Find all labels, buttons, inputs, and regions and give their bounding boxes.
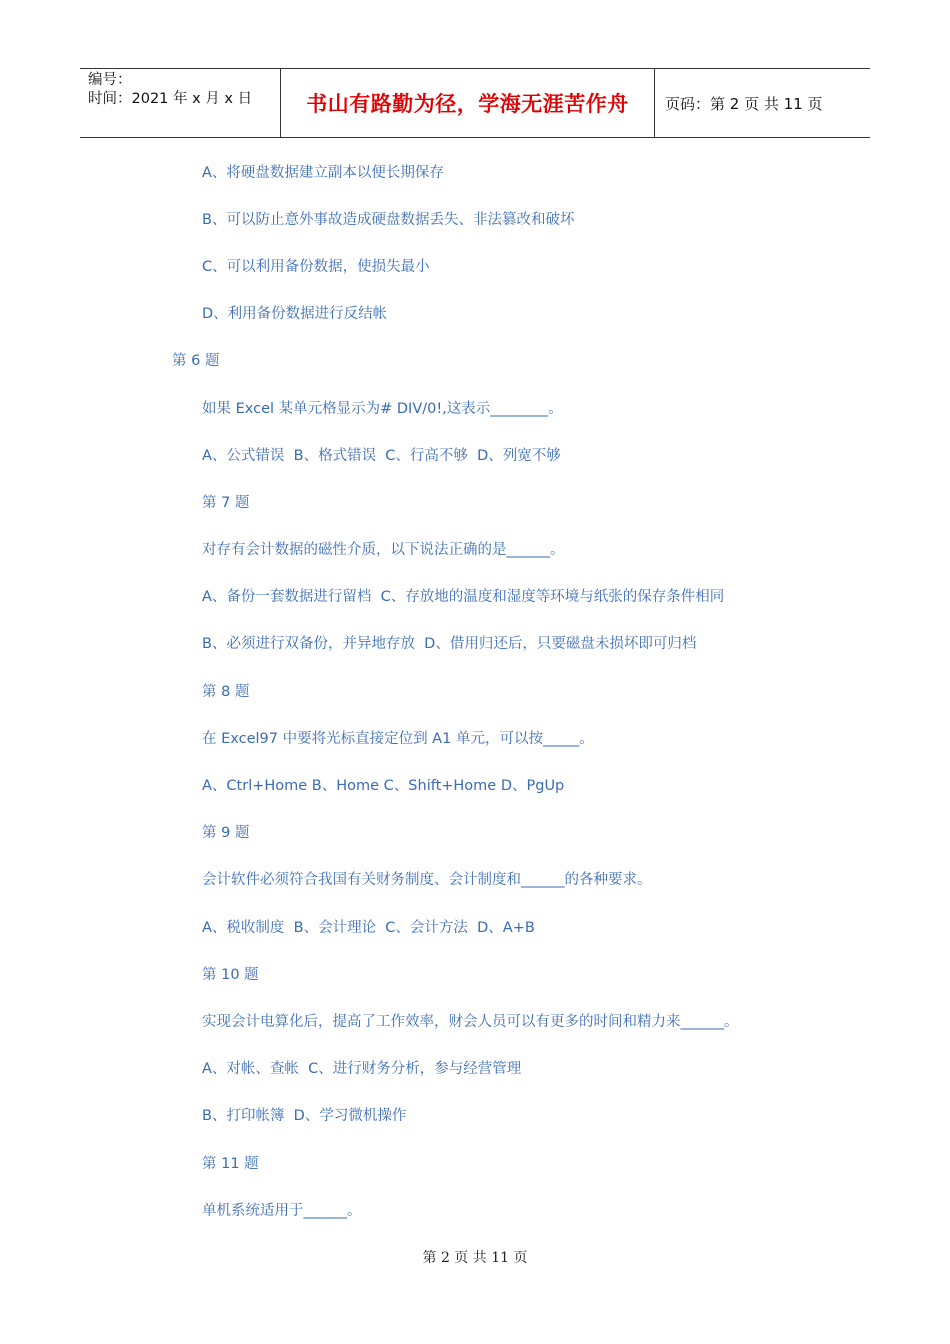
option-line: A、将硬盘数据建立副本以便长期保存 xyxy=(202,165,444,181)
question-number: 第 7 题 xyxy=(202,495,250,511)
option-line: B、打印帐簿 D、学习微机操作 xyxy=(202,1108,407,1124)
question-number: 第 9 题 xyxy=(202,825,250,841)
number-label: 编号： xyxy=(88,72,132,88)
question-text: 会计软件必须符合我国有关财务制度、会计制度和______的各种要求。 xyxy=(202,872,652,888)
option-line: A、Ctrl+Home B、Home C、Shift+Home D、PgUp xyxy=(202,778,565,794)
option-line: A、备份一套数据进行留档 C、存放地的温度和湿度等环境与纸张的保存条件相同 xyxy=(202,589,725,605)
question-number: 第 11 题 xyxy=(202,1156,259,1172)
page-header xyxy=(80,68,870,138)
page-footer: 第 2 页 共 11 页 xyxy=(422,1250,528,1266)
question-number: 第 6 题 xyxy=(172,353,220,369)
time-label: 时间：2021 年 x 月 x 日 xyxy=(88,91,253,107)
question-text: 如果 Excel 某单元格显示为# DIV/0!,这表示________。 xyxy=(202,401,563,417)
option-line: A、对帐、查帐 C、进行财务分析，参与经营管理 xyxy=(202,1061,522,1077)
question-number: 第 10 题 xyxy=(202,967,259,983)
question-text: 单机系统适用于______。 xyxy=(202,1203,362,1219)
option-line: A、公式错误 B、格式错误 C、行高不够 D、列宽不够 xyxy=(202,448,561,464)
option-line: C、可以利用备份数据，使损失最小 xyxy=(202,259,430,275)
option-line: A、税收制度 B、会计理论 C、会计方法 D、A+B xyxy=(202,920,535,936)
header-info-cell xyxy=(80,69,281,137)
option-line: D、利用备份数据进行反结帐 xyxy=(202,306,388,322)
option-line: B、必须进行双备份，并异地存放 D、借用归还后，只要磁盘未损坏即可归档 xyxy=(202,636,697,652)
question-text: 对存有会计数据的磁性介质，以下说法正确的是______。 xyxy=(202,542,565,558)
option-line: B、可以防止意外事故造成硬盘数据丢失、非法篡改和破坏 xyxy=(202,212,575,228)
header-motto: 书山有路勤为径，学海无涯苦作舟 xyxy=(281,69,655,137)
header-page-info: 页码：第 2 页 共 11 页 xyxy=(665,94,823,113)
question-text: 实现会计电算化后，提高了工作效率，财会人员可以有更多的时间和精力来______。 xyxy=(202,1014,739,1030)
question-text: 在 Excel97 中要将光标直接定位到 A1 单元，可以按_____。 xyxy=(202,731,594,747)
question-number: 第 8 题 xyxy=(202,684,250,700)
